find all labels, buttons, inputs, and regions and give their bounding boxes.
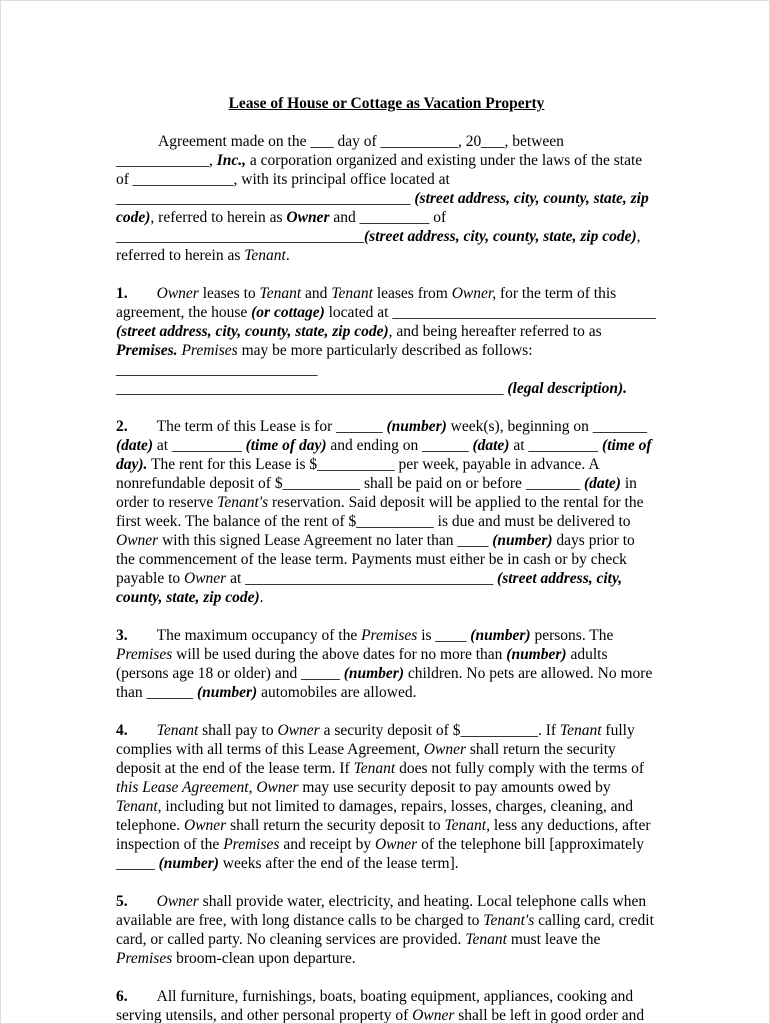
text-run: Tenant: [259, 285, 302, 302]
text-run: Owner: [374, 836, 418, 853]
text-run: this Lease Agreement, Owner: [116, 779, 299, 796]
text-run: (street address, city, county, state, zip code): [116, 570, 623, 606]
text-run: and receipt by: [279, 836, 375, 853]
text-run: leases to: [198, 285, 260, 302]
text-run: (street address, city, county, state, zip code): [116, 190, 649, 226]
section-3: [116, 626, 657, 702]
text-run: Owner: [156, 893, 199, 910]
text-run: The maximum occupancy of the: [156, 627, 362, 644]
text-run: Inc.,: [216, 152, 247, 169]
text-run: Tenant,: [444, 817, 490, 834]
text-run: must leave the: [506, 931, 601, 948]
text-run: , referred to herein as: [150, 209, 287, 226]
text-run: day of: [333, 133, 381, 150]
document-body: [116, 132, 657, 1024]
text-run: week(s), beginning on: [446, 418, 593, 435]
text-run: , and being hereafter referred to as: [388, 323, 602, 340]
text-run: 4.: [116, 722, 128, 739]
text-run: Tenant: [156, 722, 199, 739]
text-run: less any deductions, after inspection of the: [116, 817, 651, 853]
text-run: broom-clean upon departure.: [172, 950, 356, 967]
blank-field: ______: [422, 437, 469, 454]
text-run: Owner,: [451, 285, 497, 302]
blank-field: __________: [356, 513, 434, 530]
text-run: at: [153, 437, 172, 454]
blank-field: __________: [380, 133, 459, 150]
blank-field: __________: [282, 475, 361, 492]
text-run: persons. The: [530, 627, 614, 644]
text-run: shall return the security deposit to: [226, 817, 445, 834]
text-run: shall provide water, electricity, and heating. Local telephone calls when available are free, with long distance calls to be charged to: [116, 893, 647, 929]
blank-field: ____________: [116, 152, 209, 169]
text-run: , between: [504, 133, 564, 150]
text-run: Owner: [286, 209, 330, 226]
text-run: Owner: [184, 817, 227, 834]
text-run: shall be paid on or before: [360, 475, 526, 492]
text-run: is due and must be delivered to: [433, 513, 631, 530]
text-run: (number): [506, 646, 567, 663]
text-run: Premises: [116, 646, 173, 663]
text-run: (number): [492, 532, 553, 549]
text-run: Premises: [223, 836, 280, 853]
section-4: [116, 721, 657, 873]
text-run: in order to reserve: [116, 475, 637, 511]
text-run: Tenant: [559, 722, 602, 739]
text-run: Premises: [361, 627, 418, 644]
text-run: 6.: [116, 988, 128, 1005]
text-run: , referred to herein as: [116, 228, 641, 264]
blank-field: ______________________________________: [116, 190, 411, 207]
text-run: reservation. Said deposit will be applied to the rental for the first week. The balance of the rent of $: [116, 494, 644, 530]
text-run: may use security deposit to pay amounts owed by: [298, 779, 611, 796]
text-run: Tenant: [244, 247, 286, 264]
section-2: [116, 417, 657, 607]
text-run: (number): [196, 684, 258, 701]
text-run: .: [259, 589, 264, 606]
text-run: . If: [537, 722, 560, 739]
blank-field: ______: [336, 418, 383, 435]
text-run: , with its principal office located at: [233, 171, 450, 188]
text-run: The term of this Lease is for: [156, 418, 337, 435]
text-run: (number): [343, 665, 404, 682]
text-run: and: [329, 209, 360, 226]
blank-field: ___: [481, 133, 505, 150]
text-run: (or cottage): [251, 304, 325, 321]
text-run: Premises: [116, 950, 173, 967]
intro-paragraph: [116, 132, 657, 265]
text-run: All furniture, furnishings, boats, boating equipment, appliances, cooking and serving utensils, and other personal property of: [116, 988, 634, 1024]
blank-field: _______: [592, 418, 647, 435]
text-run: (date): [472, 437, 510, 454]
text-run: including but not limited to damages, repairs, losses, charges, cleaning, and telephone.: [116, 798, 634, 834]
text-run: .: [285, 247, 290, 264]
blank-field: __________________________________: [392, 304, 656, 321]
text-run: (date): [116, 437, 154, 454]
text-run: Owner: [277, 722, 320, 739]
text-run: (street address, city, county, state, zip code): [116, 323, 389, 340]
text-run: ,: [209, 152, 217, 169]
text-run: of: [429, 209, 447, 226]
text-run: shall pay to: [198, 722, 278, 739]
text-run: at: [226, 570, 246, 587]
section-6: [116, 987, 657, 1024]
text-run: (number): [470, 627, 531, 644]
text-run: a security deposit of $: [319, 722, 461, 739]
text-run: Owner: [156, 285, 199, 302]
text-run: Premises: [181, 342, 238, 359]
text-run: with this signed Lease Agreement no later than: [158, 532, 458, 549]
blank-field: __________: [317, 456, 395, 473]
text-run: days prior to the commencement of the lease term. Payments must either be in cash or by check payable to: [116, 532, 635, 587]
blank-field: ____: [457, 532, 489, 549]
text-run: Owner: [116, 532, 159, 549]
text-run: (number): [386, 418, 447, 435]
text-run: Premises.: [116, 342, 178, 359]
blank-field: _____: [116, 855, 155, 872]
text-run: will be used during the above dates for no more than: [172, 646, 507, 663]
text-run: a corporation organized and existing under the laws of the state of: [116, 152, 643, 188]
text-run: shall return the security deposit at the end of the lease term. If: [116, 741, 616, 777]
blank-field: _________: [528, 437, 599, 454]
text-run: 3.: [116, 627, 128, 644]
text-run: and ending on: [326, 437, 423, 454]
document-title: Lease of House or Cottage as Vacation Property: [228, 95, 545, 112]
text-run: Owner: [412, 1007, 455, 1024]
text-run: Tenant: [331, 285, 373, 302]
text-run: (time of day).: [116, 437, 652, 473]
blank-field: __________________________________________________: [116, 380, 504, 397]
blank-field: ________________________________: [245, 570, 494, 587]
text-run: The rent for this Lease is $: [147, 456, 318, 473]
text-run: Agreement made on the: [158, 133, 311, 150]
text-run: fully complies with all terms of this Lease Agreement,: [116, 722, 635, 758]
text-run: Tenant's: [483, 912, 535, 929]
text-run: shall be left in good order and: [454, 1007, 645, 1024]
blank-field: __________________________: [116, 361, 318, 378]
text-run: leases from: [372, 285, 452, 302]
text-run: Tenant: [353, 760, 396, 777]
text-run: per week, payable in advance. A nonrefundable deposit of $: [116, 456, 599, 492]
text-run: for the term of this agreement, the house: [116, 285, 617, 321]
text-run: (date): [583, 475, 621, 492]
text-run: calling card, credit card, or called party. No cleaning services are provided.: [116, 912, 654, 948]
text-run: 1.: [116, 285, 128, 302]
text-run: Owner: [423, 741, 466, 758]
text-run: Tenant's: [217, 494, 269, 511]
text-run: Tenant: [465, 931, 507, 948]
text-run: is: [417, 627, 436, 644]
section-5: [116, 892, 657, 968]
text-run: weeks after the end of the lease term].: [218, 855, 459, 872]
blank-field: _________: [171, 437, 242, 454]
text-run: adults (persons age 18 or older) and: [116, 646, 608, 682]
blank-field: _________: [359, 209, 430, 226]
blank-field: _______: [525, 475, 581, 492]
text-run: and: [301, 285, 332, 302]
text-run: Tenant,: [116, 798, 162, 815]
text-run: (number): [158, 855, 219, 872]
section-1: [116, 284, 657, 398]
blank-field: ______: [146, 684, 194, 701]
blank-field: ________________________________: [116, 228, 364, 245]
text-run: may be more particularly described as follows:: [237, 342, 533, 359]
text-run: (time of day): [245, 437, 327, 454]
text-run: (legal description).: [507, 380, 628, 397]
text-run: 5.: [116, 893, 128, 910]
blank-field: ___: [310, 133, 334, 150]
text-run: , 20: [458, 133, 482, 150]
blank-field: __________: [460, 722, 538, 739]
text-run: of the telephone bill [approximately: [417, 836, 645, 853]
text-run: (street address, city, county, state, zip code): [364, 228, 637, 245]
blank-field: _____: [301, 665, 340, 682]
blank-field: ____: [435, 627, 467, 644]
text-run: located at: [324, 304, 393, 321]
blank-field: _____________: [132, 171, 234, 188]
text-run: at: [509, 437, 529, 454]
text-run: 2.: [116, 418, 128, 435]
text-run: automobiles are allowed.: [257, 684, 417, 701]
text-run: does not fully comply with the terms of: [395, 760, 645, 777]
text-run: children. No pets are allowed. No more than: [116, 665, 653, 701]
text-run: Owner: [184, 570, 227, 587]
